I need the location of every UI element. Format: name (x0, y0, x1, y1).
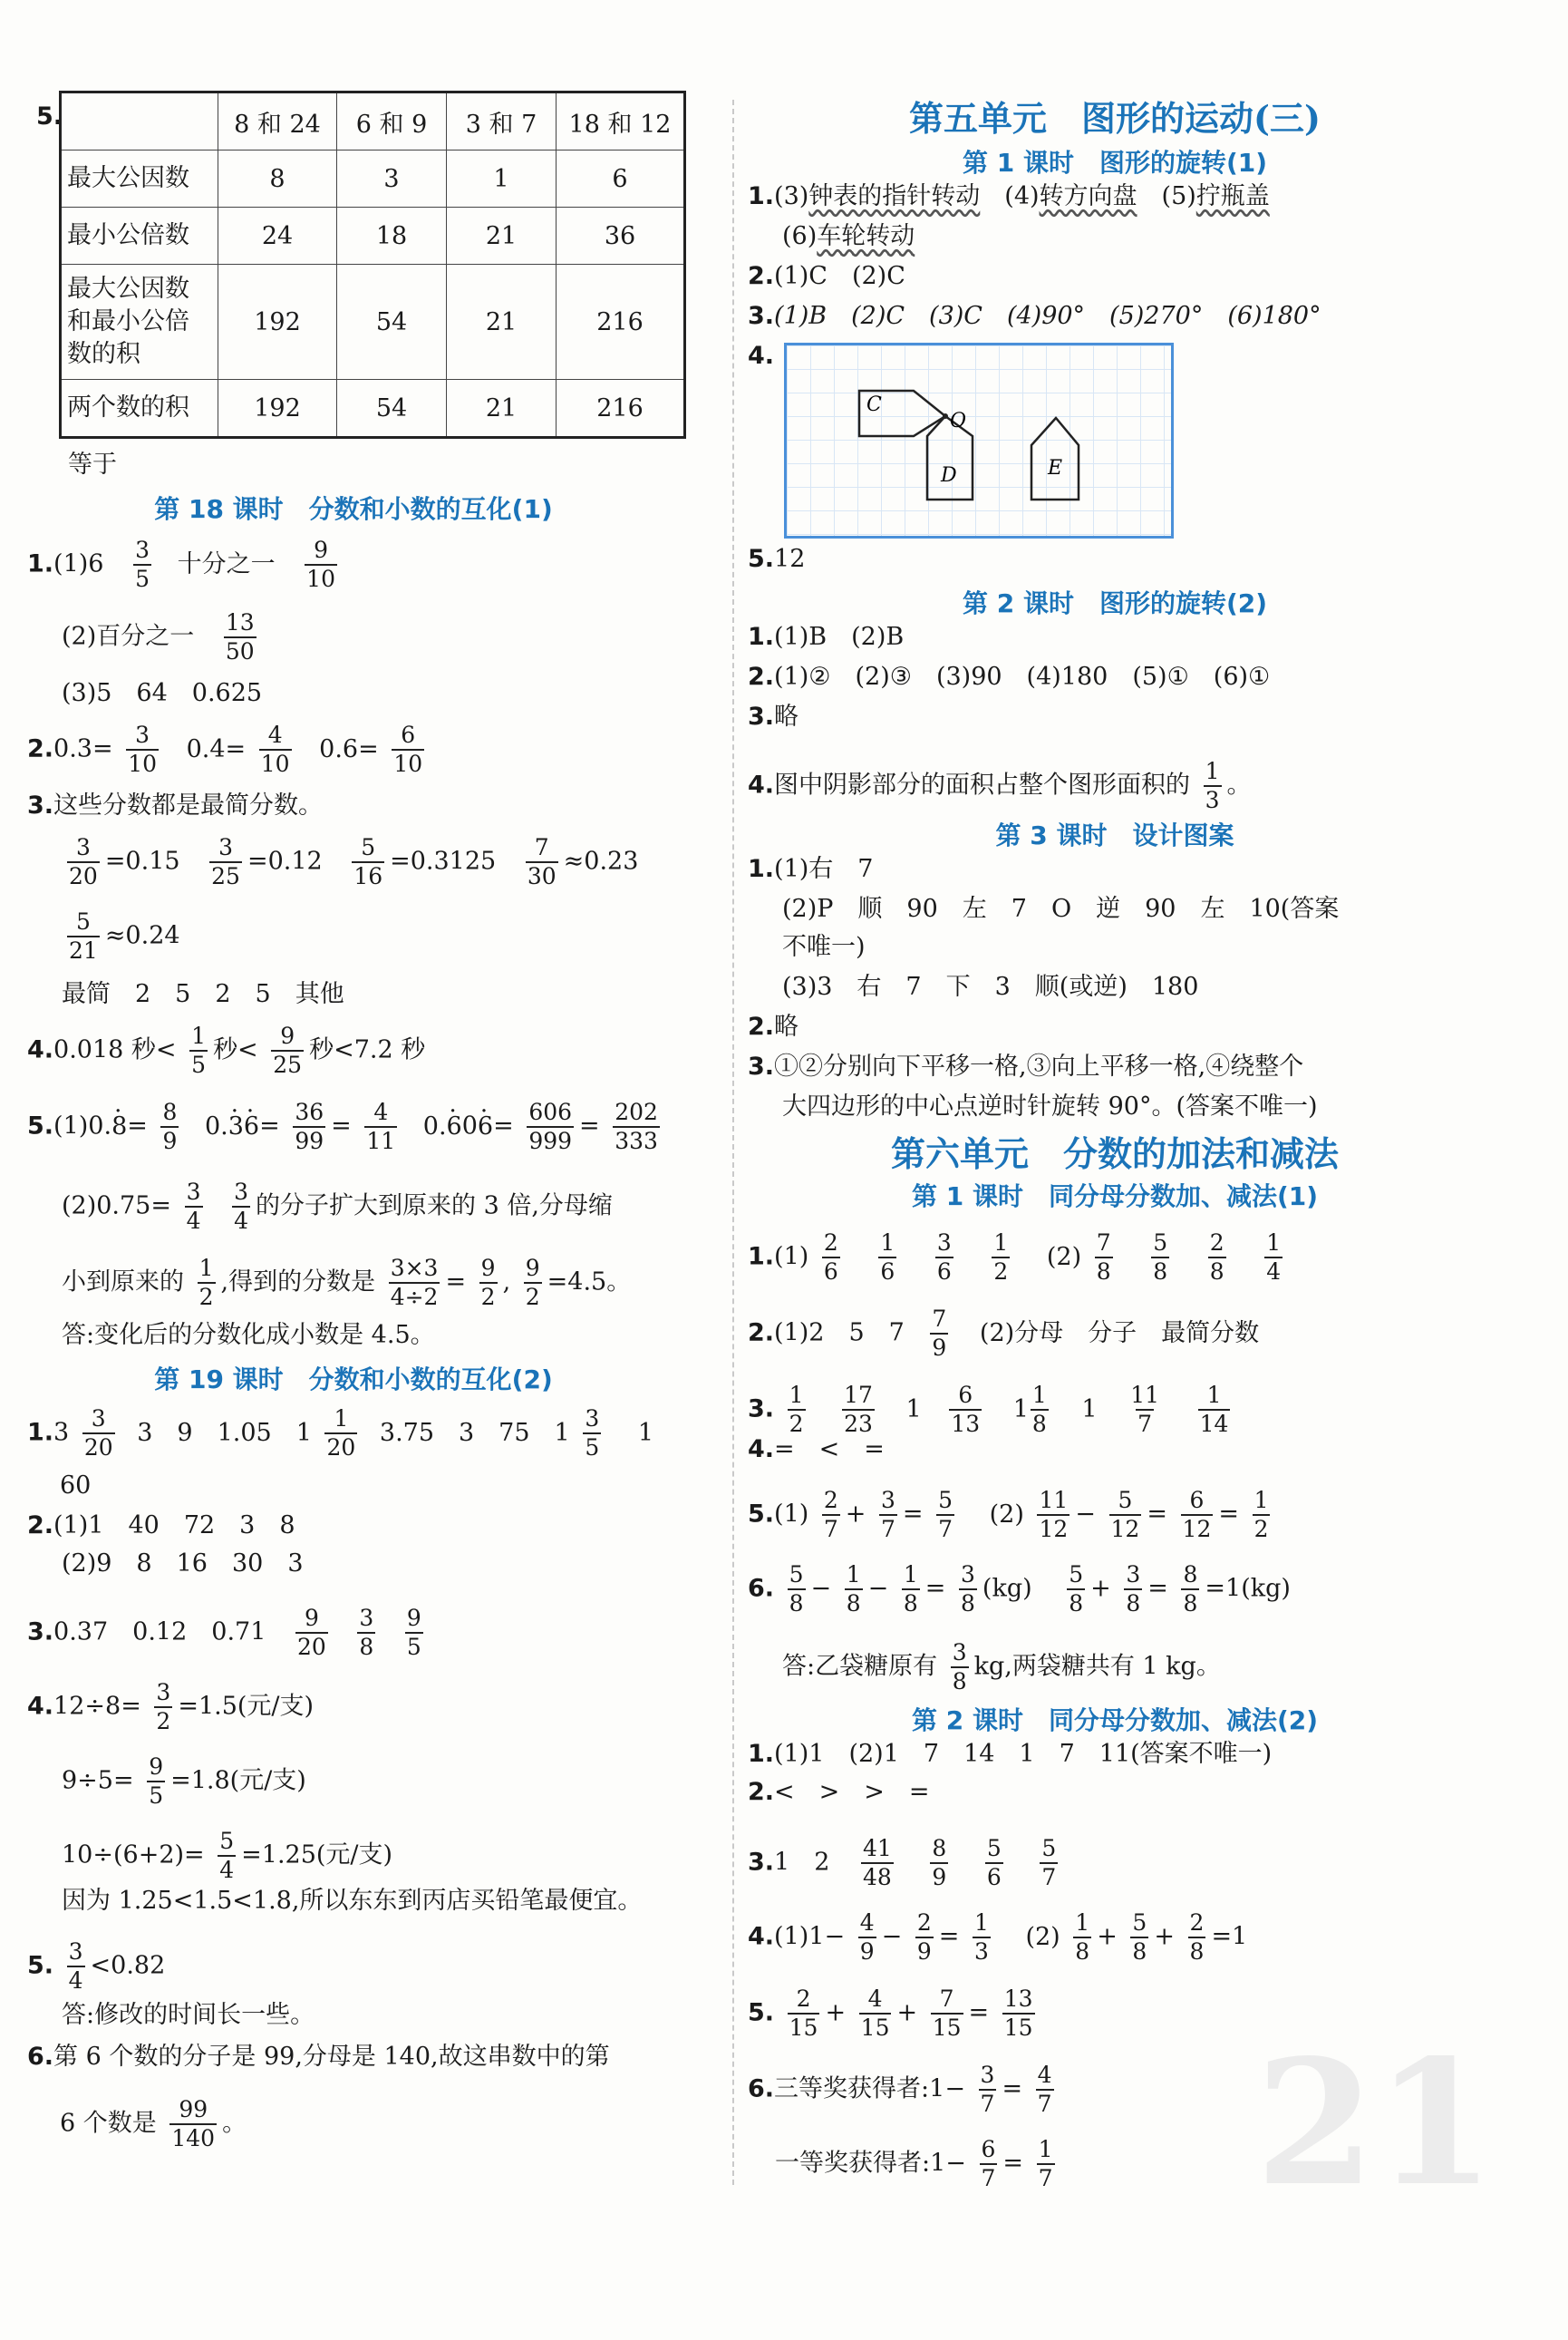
answer-line: 2.0.3= $\frac{3}{10}$ 0.4= $\frac{4}{10}$ 0.6= $\frac{6}{10}$ (27, 722, 423, 777)
answer-line: 6 个数是 $\frac{99}{140}$ 。 (60, 2096, 247, 2151)
answer-line: 2.(1)② (2)③ (3)90 (4)180 (5)① (6)① (748, 663, 1271, 691)
answer-line: 6.第 6 个数的分子是 99,分母是 140,故这串数中的第 (27, 2043, 610, 2071)
answer-line: 1.(1)1 (2)1 7 14 1 7 11(答案不唯一) (748, 1740, 1273, 1768)
label-d: D (941, 464, 957, 487)
table-cell: 1 (447, 150, 557, 208)
answer-line: 2.(1)C (2)C (748, 262, 905, 290)
answer-line: 4.12÷8= $\frac{3}{2}$ =1.5(元/支) (27, 1679, 315, 1734)
question-label: 5. (36, 102, 63, 131)
row-label: 两个数的积 (61, 380, 218, 438)
table-row (61, 150, 685, 208)
answer-line: 10÷(6+2)= $\frac{5}{4}$ =1.25(元/支) (62, 1828, 393, 1883)
answer-line: 1.(1)B (2)B (748, 623, 905, 651)
table-header: 3 和 7 (447, 92, 557, 150)
answer-line: (2)9 8 16 30 3 (62, 1549, 304, 1578)
answer-line: 2.< > > = (748, 1778, 930, 1806)
answer-line: $\frac{5}{21}$ ≈0.24 (69, 908, 180, 964)
row-label: 最小公倍数 (61, 208, 218, 265)
answer-line: 3.略 (748, 703, 799, 731)
answer-line: 5.(1)0.· 8= $\frac{8}{9}$ 0.· 3· 6= $\frac{36}{99}$ = $\frac{4}{11}$ 0.· 60· 6= $\frac{606}{999}$ = $\frac{202}{333}$ (27, 1099, 665, 1155)
table-cell: 21 (447, 380, 557, 438)
answer-line: (3)5 64 0.625 (62, 679, 263, 707)
table-cell: 21 (447, 265, 557, 380)
answer-line: 4. (748, 342, 775, 370)
table-cell: 21 (447, 208, 557, 265)
table-cell: 6 (557, 150, 685, 208)
answer-line: $\frac{3}{20}$ =0.15 $\frac{3}{25}$ =0.12 $\frac{5}{16}$ =0.3125 $\frac{7}{30}$ ≈0.23 (69, 834, 639, 889)
answer-line: 2.略 (748, 1013, 799, 1041)
answer-line: 4.(1)1− $\frac{4}{9}$ − $\frac{2}{9}$ = $\frac{1}{3}$ (2) $\frac{1}{8}$ + $\frac{5}{8}$ + $\frac{2}{8}$ =1 (748, 1909, 1248, 1965)
table-header: 6 和 9 (337, 92, 447, 150)
label-c: C (866, 393, 882, 416)
answer-text: 等于 (68, 451, 117, 479)
table-header: 8 和 24 (218, 92, 337, 150)
answer-line: 2.(1)1 40 72 3 8 (27, 1511, 295, 1539)
answer-line: 3.1 2 $\frac{41}{48}$ $\frac{8}{9}$ $\frac{5}{6}$ $\frac{5}{7}$ (748, 1835, 1057, 1890)
answer-line: (2)0.75= $\frac{3}{4}$ $\frac{3}{4}$ 的分子扩大到原来的 3 倍,分母缩 (62, 1179, 613, 1234)
answer-line: 答:变化后的分数化成小数是 4.5。 (62, 1321, 435, 1349)
answer-line: 1.(1)6 $\frac{3}{5}$ 十分之一 $\frac{9}{10}$ (27, 537, 335, 592)
answer-line: 3. $\frac{1}{2}$ $\frac{17}{23}$ 1 $\frac{6}{13}$ 1 $\frac{1}{8}$ 1 $\frac{11}{7}$ $\frac{1}{14}$ (748, 1382, 1229, 1437)
table-cell: 192 (218, 265, 337, 380)
lesson-heading: 第 19 课时 分数和小数的互化(2) (154, 1364, 553, 1394)
answer-line: 6.三等奖获得者:1− $\frac{3}{7}$ = $\frac{4}{7}$ (748, 2062, 1052, 2117)
answer-line: 最简 2 5 2 5 其他 (62, 980, 344, 1008)
column-divider (732, 100, 734, 2185)
lesson-heading: 第 3 课时 设计图案 (995, 820, 1234, 850)
answer-line: 答:乙袋糖原有 $\frac{3}{8}$ kg,两袋糖共有 1 kg。 (782, 1639, 1221, 1694)
answer-line: (2)百分之一 $\frac{13}{50}$ (62, 609, 255, 665)
rotation-shapes (787, 345, 1171, 536)
rotation-grid-figure (784, 343, 1174, 539)
answer-line: (2)P 顺 90 左 7 O 逆 90 左 10(答案 (782, 895, 1340, 923)
answer-line: 3.0.37 0.12 0.71 $\frac{9}{20}$ $\frac{3}{8}$ $\frac{9}{5}$ (27, 1605, 421, 1660)
page-number: 21 (1255, 2022, 1495, 2224)
answer-line: 4.= < = (748, 1435, 885, 1463)
lesson-heading: 第 1 课时 图形的旋转(1) (962, 148, 1268, 178)
answer-line: 1.(3)钟表的指针转动 (4)转方向盘 (5)拧瓶盖 (748, 182, 1270, 210)
table-header-row (61, 92, 685, 150)
answer-line: 9÷5= $\frac{9}{5}$ =1.8(元/支) (62, 1753, 306, 1809)
answer-line: 3.这些分数都是最简分数。 (27, 791, 324, 820)
lesson-heading: 第 2 课时 图形的旋转(2) (962, 588, 1268, 618)
answer-line: 5. $\frac{3}{4}$ <0.82 (27, 1938, 166, 1994)
answer-line: 一等奖获得者:1− $\frac{6}{7}$ = $\frac{1}{7}$ (775, 2136, 1053, 2191)
row-label: 最大公因数和最小公倍数的积 (61, 265, 218, 380)
table-cell (61, 92, 218, 150)
answer-line: 3.(1)B (2)C (3)C (4)90° (5)270° (6)180° (748, 302, 1321, 330)
answer-line: 2.(1)2 5 7 $\frac{7}{9}$ (2)分母 分子 最简分数 (748, 1306, 1260, 1361)
answer-line: 4.图中阴影部分的面积占整个图形面积的 $\frac{1}{3}$ 。 (748, 758, 1252, 813)
unit-title: 第五单元 图形的运动(三) (909, 98, 1321, 139)
answer-line: 5.12 (748, 545, 806, 573)
answer-line: 5. $\frac{2}{15}$ + $\frac{4}{15}$ + $\frac{7}{15}$ = $\frac{13}{15}$ (748, 1986, 1033, 2041)
answer-line: 6. $\frac{5}{8}$ − $\frac{1}{8}$ − $\frac{1}{8}$ = $\frac{3}{8}$ (kg) $\frac{5}{8}$ + $\frac{3}{8}$ = $\frac{8}{8}$ =1(kg) (748, 1561, 1291, 1617)
answer-line: 5.(1) $\frac{2}{7}$ + $\frac{3}{7}$ = $\frac{5}{7}$ (2) $\frac{11}{12}$ − $\frac{5}{12}$ = $\frac{6}{12}$ = $\frac{1}{2}$ (748, 1487, 1269, 1542)
table-cell: 36 (557, 208, 685, 265)
table-cell: 8 (218, 150, 337, 208)
table-cell: 54 (337, 265, 447, 380)
answer-line: (6)车轮转动 (782, 222, 915, 250)
answer-line: 3.①②分别向下平移一格,③向上平移一格,④绕整个 (748, 1053, 1304, 1081)
answer-line: 因为 1.25<1.5<1.8,所以东东到丙店买铅笔最便宜。 (62, 1887, 643, 1915)
label-o: O (950, 410, 967, 432)
table-cell: 24 (218, 208, 337, 265)
answer-line: 不唯一) (782, 933, 866, 961)
table-row (61, 265, 685, 380)
table-cell: 192 (218, 380, 337, 438)
answer-line: 1.(1)右 7 (748, 855, 874, 883)
answer-line: 1.(1) $\frac{2}{6}$ $\frac{1}{6}$ $\frac{3}{6}$ $\frac{1}{2}$ (2) $\frac{7}{8}$ $\frac{5}{8}$ $\frac{2}{8}$ $\frac{1}{4}$ (748, 1229, 1282, 1285)
table-cell: 216 (557, 380, 685, 438)
answer-line: 1.3 $\frac{3}{20}$ 3 9 1.05 1 $\frac{1}{20}$ 3.75 3 75 1 $\frac{3}{5}$ 1 (27, 1405, 654, 1461)
label-e: E (1048, 457, 1063, 480)
rotation-center-point (943, 413, 948, 419)
table-header: 18 和 12 (557, 92, 685, 150)
table-cell: 54 (337, 380, 447, 438)
answer-line: 60 (60, 1471, 92, 1500)
unit-title: 第六单元 分数的加法和减法 (890, 1133, 1339, 1174)
answer-line: (3)3 右 7 下 3 顺(或逆) 180 (782, 973, 1199, 1001)
table-cell: 18 (337, 208, 447, 265)
row-label: 最大公因数 (61, 150, 218, 208)
answer-line: 大四边形的中心点逆时针旋转 90°。(答案不唯一) (782, 1092, 1318, 1121)
gcd-lcm-table (59, 91, 686, 439)
table-cell: 3 (337, 150, 447, 208)
answer-line: 4.0.018 秒< $\frac{1}{5}$ 秒< $\frac{9}{25}$ 秒<7.2 秒 (27, 1023, 426, 1078)
table-cell: 216 (557, 265, 685, 380)
answer-line: 答:修改的时间长一些。 (62, 2001, 315, 2029)
lesson-heading: 第 18 课时 分数和小数的互化(1) (154, 494, 553, 524)
lesson-heading: 第 1 课时 同分母分数加、减法(1) (911, 1181, 1319, 1211)
table-row (61, 380, 685, 438)
table-row (61, 208, 685, 265)
answer-line: 小到原来的 $\frac{1}{2}$ ,得到的分数是 $\frac{3\times 3}{4\div 2}$ = $\frac{9}{2}$ , $\frac{9}{2}$ =4.5。 (62, 1255, 632, 1310)
lesson-heading: 第 2 课时 同分母分数加、减法(2) (911, 1705, 1319, 1735)
